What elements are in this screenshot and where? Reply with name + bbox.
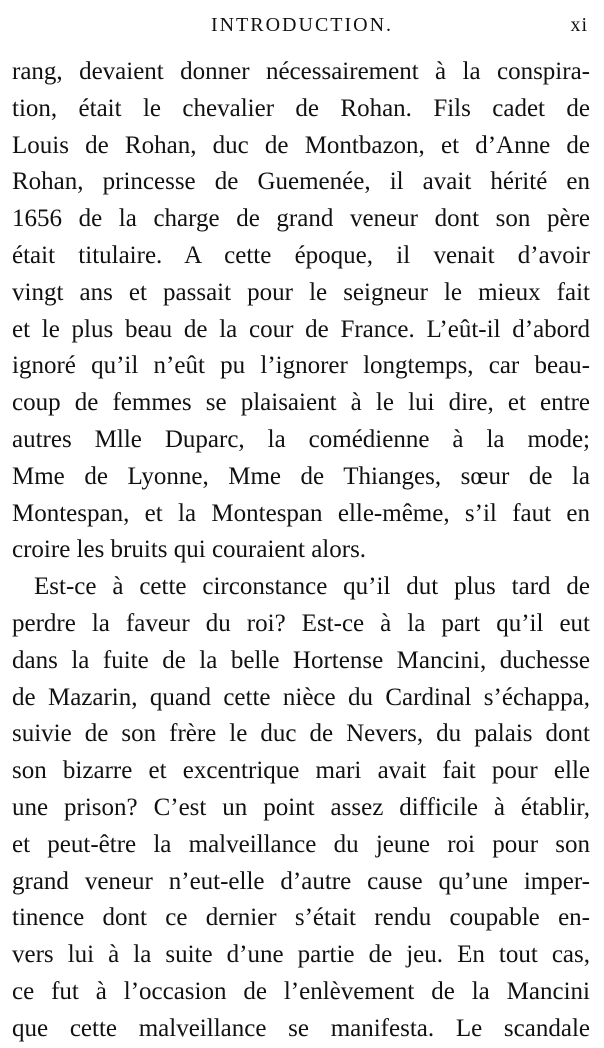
text-line: que cette malveillance se manifesta. Le scandale bbox=[12, 1014, 590, 1042]
text-line: tion, était le chevalier de Rohan. Fils cadet de bbox=[12, 94, 590, 122]
text-line: Rohan, princesse de Guemenée, il avait hérité en bbox=[12, 168, 590, 196]
text-line: Montespan, et la Montespan elle-même, s’il faut en bbox=[12, 499, 590, 527]
paragraph-last-line: croire les bruits qui couraient alors. bbox=[12, 536, 367, 564]
running-head bbox=[0, 10, 604, 40]
paragraph-first-line: Est-ce à cette circonstance qu’il dut plus tard de bbox=[34, 573, 590, 601]
text-line: Mme de Lyonne, Mme de Thianges, sœur de la bbox=[12, 462, 590, 490]
text-line: suivie de son frère le duc de Nevers, du palais dont bbox=[12, 720, 590, 748]
text-line: son bizarre et excentrique mari avait fait pour elle bbox=[12, 757, 590, 785]
text-line: et peut-être la malveillance du jeune roi pour son bbox=[12, 830, 590, 858]
text-line: grand veneur n’eut-elle d’autre cause qu’une imper- bbox=[12, 867, 590, 895]
text-line: vingt ans et passait pour le seigneur le mieux fait bbox=[12, 278, 590, 306]
text-line: autres Mlle Duparc, la comédienne à la mode; bbox=[12, 425, 590, 453]
text-line: coup de femmes se plaisaient à le lui dire, et entre bbox=[12, 389, 590, 417]
text-line: perdre la faveur du roi? Est-ce à la part qu’il eut bbox=[12, 609, 590, 637]
text-line: ce fut à l’occasion de l’enlèvement de la Mancini bbox=[12, 977, 590, 1005]
text-line: une prison? C’est un point assez difficile à établir, bbox=[12, 793, 590, 821]
running-title: INTRODUCTION. bbox=[210, 14, 394, 36]
text-line: et le plus beau de la cour de France. L’eût-il d’abord bbox=[12, 315, 590, 343]
text-line: tinence dont ce dernier s’était rendu coupable en- bbox=[12, 904, 590, 932]
text-line: vers lui à la suite d’une partie de jeu. En tout cas, bbox=[12, 941, 590, 969]
page-number: xi bbox=[570, 14, 588, 36]
text-line: était titulaire. A cette époque, il venait d’avoir bbox=[12, 241, 590, 269]
text-line: de Mazarin, quand cette nièce du Cardinal s’échappa, bbox=[12, 683, 590, 711]
text-line: dans la fuite de la belle Hortense Mancini, duchesse bbox=[12, 646, 590, 674]
text-line: 1656 de la charge de grand veneur dont son père bbox=[12, 205, 590, 233]
text-line: Louis de Rohan, duc de Montbazon, et d’Anne de bbox=[12, 131, 590, 159]
text-line: rang, devaient donner nécessairement à la conspira- bbox=[12, 58, 590, 85]
text-line: ignoré qu’il n’eût pu l’ignorer longtemps, car beau- bbox=[12, 352, 590, 380]
body-text bbox=[12, 54, 590, 1048]
